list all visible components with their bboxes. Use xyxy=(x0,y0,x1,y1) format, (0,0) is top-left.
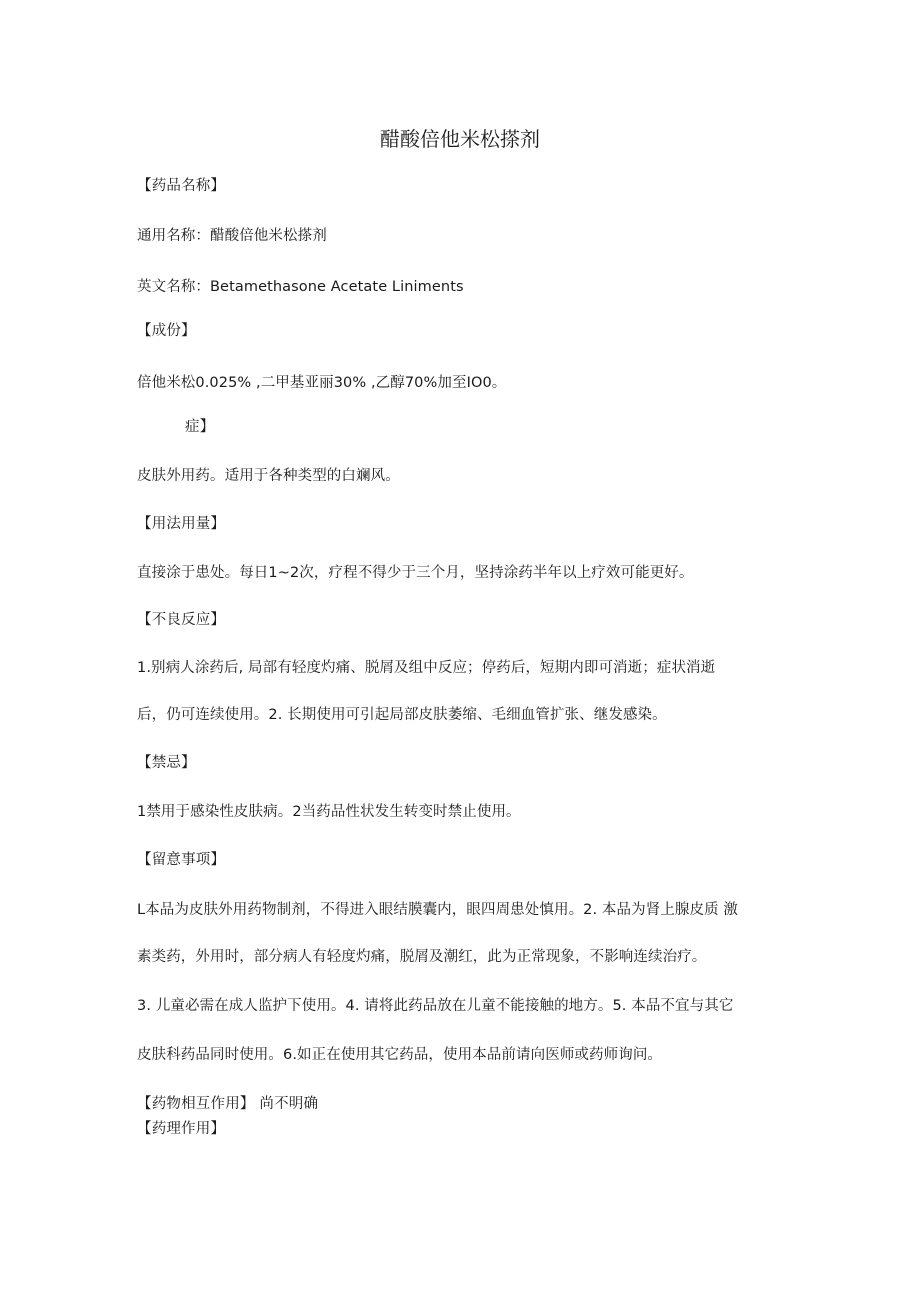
generic-name-line: 通用名称：醋酸倍他米松搽剂 xyxy=(137,228,327,244)
adverse-reactions-heading: 【不良反应】 xyxy=(137,612,226,628)
document-title: 醋酸倍他米松搽剂 xyxy=(380,127,540,151)
indication-heading: 症】 xyxy=(185,419,215,435)
precautions-heading: 【留意事项】 xyxy=(137,852,226,868)
contraindications-line: 1禁用于感染性皮肤病。2当药品性状发生转变时禁止使用。 xyxy=(137,804,521,820)
drug-name-heading: 【药品名称】 xyxy=(137,178,226,194)
adverse-reactions-line-1: 1.别病人涂药后, 局部有轻度灼痛、脱屑及组中反应；停药后，短期内即可消逝；症状消逝 xyxy=(137,660,716,676)
english-name-line: 英文名称：Betamethasone Acetate Liniments xyxy=(137,279,464,295)
drug-interaction-line: 【药物相互作用】 尚不明确 xyxy=(137,1096,319,1112)
usage-line: 直接涂于患处。每日1~2次，疗程不得少于三个月，坚持涂药半年以上疗效可能更好。 xyxy=(137,565,694,581)
adverse-reactions-line-2: 后，仍可连续使用。2. 长期使用可引起局部皮肤萎缩、毛细血管扩张、继发感染。 xyxy=(137,707,667,723)
precautions-line-2: 素类药，外用时，部分病人有轻度灼痛，脱屑及潮红，此为正常现象，不影响连续治疗。 xyxy=(137,949,707,965)
precautions-line-1: L本品为皮肤外用药物制剂，不得进入眼结膜囊内，眼四周患处慎用。2. 本品为肾上腺皮质 激 xyxy=(137,902,739,918)
composition-heading: 【成份】 xyxy=(137,323,196,339)
contraindications-heading: 【禁忌】 xyxy=(137,755,196,771)
composition-line: 倍他米松0.025% ,二甲基亚丽30% ,乙醇70%加至IO0。 xyxy=(137,375,507,391)
precautions-line-4: 皮肤科药品同时使用。6.如正在使用其它药品，使用本品前请向医师或药师询问。 xyxy=(137,1047,663,1063)
pharmacology-heading: 【药理作用】 xyxy=(137,1121,226,1137)
usage-heading: 【用法用量】 xyxy=(137,516,226,532)
indication-line: 皮肤外用药。适用于各种类型的白斓风。 xyxy=(137,468,400,484)
precautions-line-3: 3. 儿童必需在成人监护下使用。4. 请将此药品放在儿童不能接触的地方。5. 本品不宜与其它 xyxy=(137,998,734,1014)
